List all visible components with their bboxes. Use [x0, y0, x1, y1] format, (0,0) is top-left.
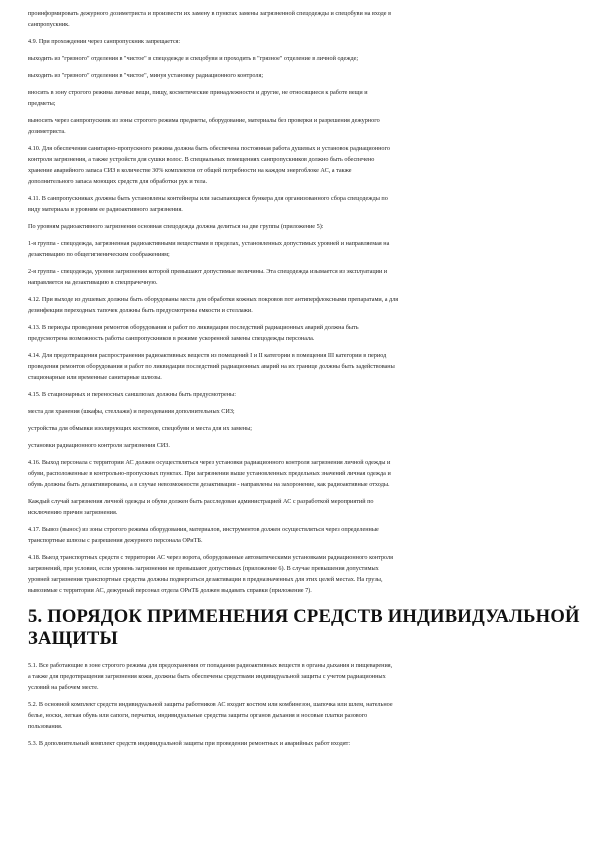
paragraphs-after [28, 660, 568, 749]
text-line: 4.17. Вывоз (вынос) из зоны строгого режима оборудования, материалов, инструментов должен осуществляться через определенные [28, 526, 379, 533]
text-line: устройства для обмывки изолирующих костюмов, спецобуви и места для их замены; [28, 425, 253, 432]
paragraphs-before [28, 8, 568, 596]
paragraph [28, 406, 568, 417]
text-line: пользования. [28, 723, 63, 730]
text-line: места для хранения (шкафы, стеллажи) и переодевания дополнительных СИЗ; [28, 408, 235, 415]
paragraph [28, 423, 568, 434]
paragraph [28, 389, 568, 400]
text-line: транспортные шлюзы с разрешения дежурного персонала ОРиТБ. [28, 537, 203, 544]
paragraph [28, 238, 568, 260]
text-line: предметы; [28, 100, 56, 107]
text-line: установки радиационного контроля загрязнения СИЗ. [28, 442, 170, 449]
section-heading-line: 5. ПОРЯДОК ПРИМЕНЕНИЯ СРЕДСТВ ИНДИВИДУАЛЬНОЙ [28, 606, 580, 627]
paragraph [28, 496, 568, 518]
text-line: дополнительного запаса моющих средств для обработки рук и тела. [28, 178, 208, 185]
paragraph [28, 221, 568, 232]
text-line: обуви, расположенные в контрольно-пропускных пунктах. При загрязнении выше установленных предельных значений личная одежда и [28, 470, 391, 477]
paragraph [28, 36, 568, 47]
text-line: виду материала и уровням ее радиоактивного загрязнения. [28, 206, 183, 213]
text-line: По уровням радиоактивного загрязнения основная спецодежда должна делиться на две группы (приложение 5): [28, 223, 324, 230]
text-line: 4.16. Выход персонала с территории АС должен осуществляться через установки радиационного контроля загрязнения личной одежды и [28, 459, 391, 466]
document-page [28, 8, 580, 755]
paragraph [28, 266, 568, 288]
text-line: проведения ремонтов оборудования и работ по ликвидации последствий радиационных аварий на их границе должны быть задействованы [28, 363, 395, 370]
section-heading [28, 606, 580, 650]
paragraph [28, 350, 568, 383]
text-line: исключению причин загрязнения. [28, 509, 118, 516]
text-line: 4.13. В периоды проведения ремонтов оборудования и работ по ликвидации последствий радиационных аварий должна быть [28, 324, 359, 331]
text-line: 1-я группа - спецодежда, загрязненная радиоактивными веществами в пределах, установленных допустимых уровней и направляемая на [28, 240, 390, 247]
paragraph [28, 193, 568, 215]
text-line: обувь должны быть дезактивированы, а в случае невозможности дезактивации - направлены на захоронение, как радиоактивные отходы. [28, 481, 390, 488]
text-line: а также для предотвращения загрязнения кожи, должны быть обеспечены средствами индивидуальной защиты с учетом радиационных [28, 673, 386, 680]
paragraph [28, 53, 568, 64]
text-line: 5.3. В дополнительный комплект средств индивидуальной защиты при проведении ремонтных и аварийных работ входят: [28, 740, 351, 747]
text-line: 4.11. В санпропускниках должны быть установлены контейнеры или засыпающиеся бункера для организованного сбора спецодежды по [28, 195, 388, 202]
text-line: дезинфекции переходных тапочек должны быть предусмотрены емкости и стеллажи. [28, 307, 253, 314]
text-line: проинформировать дежурного дозиметриста и произвести их замену в пунктах замены загрязненной спецодежды и спецобуви на входе в [28, 10, 392, 17]
text-line: хранение аварийного запаса СИЗ в количестве 30% комплектов от общей потребности на каждом энергоблоке АС, а также [28, 167, 352, 174]
text-line: 4.14. Для предотвращения распространения радиоактивных веществ из помещений I и II категории в помещения III категории в период [28, 352, 387, 359]
paragraph [28, 322, 568, 344]
paragraph [28, 115, 568, 137]
paragraph [28, 87, 568, 109]
paragraph [28, 440, 568, 451]
text-line: 5.2. В основной комплект средств индивидуальной защиты работников АС входит костюм или комбинезон, шапочка или шлем, нательное [28, 701, 393, 708]
text-line: 4.12. При выходе из душевых должны быть оборудованы места для обработки кожных покровов пот антиперфлоксными препаратами, а для [28, 296, 399, 303]
paragraph [28, 524, 568, 546]
text-line: выходить из "грязного" отделения в "чистое" в спецодежде и спецобуви и проходить в "грязное" отделение в личной одежде; [28, 55, 359, 62]
paragraph [28, 143, 568, 187]
paragraph [28, 738, 568, 749]
text-line: уровней загрязнения транспортные средства должны подвергаться дезактивации в предназначенных для этих целей местах. На грузы, [28, 576, 383, 583]
text-line: условий на рабочем месте. [28, 684, 99, 691]
text-line: вносить в зону строгого режима личные вещи, пищу, косметические принадлежности и другие, не относящиеся к работе вещи и [28, 89, 368, 96]
text-line: дезактивацию по общегигиеническим соображениям; [28, 251, 170, 258]
text-line: 4.9. При прохождении через санпропускник запрещается: [28, 38, 181, 45]
paragraph [28, 70, 568, 81]
text-line: загрязнений, при условии, если уровень загрязнения не превышают допустимых (приложение 6). В случае превышения допустимых [28, 565, 379, 572]
text-line: Каждый случай загрязнения личной одежды и обуви должен быть расследован администрацией АС с разработкой мероприятий по [28, 498, 374, 505]
text-line: дозиметриста. [28, 128, 66, 135]
paragraph [28, 699, 568, 732]
text-line: контроля загрязнения, а также устройств для сушки волос. В специальных помещениях санпропускников должно быть обеспечено [28, 156, 375, 163]
text-line: направляется на дезактивацию в спецпрачечную. [28, 279, 158, 286]
text-line: 4.15. В стационарных и переносных саншлюзах должны быть предусмотрены: [28, 391, 236, 398]
text-line: 4.18. Выезд транспортных средств с территории АС через ворота, оборудованные автоматическими установками радиационного контроля [28, 554, 393, 561]
text-line: выходить из "грязного" отделения в "чистое", минуя установку радиационного контроля; [28, 72, 264, 79]
text-line: 2-я группа - спецодежда, уровни загрязнения которой превышают допустимые величины. Эта спецодежда изымается из эксплуатации и [28, 268, 388, 275]
text-line: предусмотрена возможность работы санпропускников в режиме ускоренной замены спецодежды персонала. [28, 335, 315, 342]
paragraph [28, 8, 568, 30]
paragraph [28, 660, 568, 693]
text-line: 5.1. Все работающие в зоне строгого режима для предохранения от попадания радиоактивных веществ в органы дыхания и пищеварения, [28, 662, 393, 669]
text-line: вывозимые с территории АС, дежурный персонал отдела ОРиТБ должен выдавать справки (приложение 7). [28, 587, 312, 594]
paragraph [28, 552, 568, 596]
paragraph [28, 457, 568, 490]
paragraph [28, 294, 568, 316]
text-line: выносить через санпропускник из зоны строгого режима предметы, оборудование, материалы без проверки и разрешения дежурного [28, 117, 380, 124]
section-heading-line: ЗАЩИТЫ [28, 628, 118, 649]
text-line: санпропускник. [28, 21, 70, 28]
text-line: белье, носки, легкая обувь или сапоги, перчатки, индивидуальные средства защиты органов дыхания и носовые платки разового [28, 712, 368, 719]
text-line: 4.10. Для обеспечения санитарно-пропускного режима должна быть обеспечена постоянная работа душевых и установок радиационного [28, 145, 391, 152]
text-line: стационарные или временные санитарные шлюзы. [28, 374, 162, 381]
